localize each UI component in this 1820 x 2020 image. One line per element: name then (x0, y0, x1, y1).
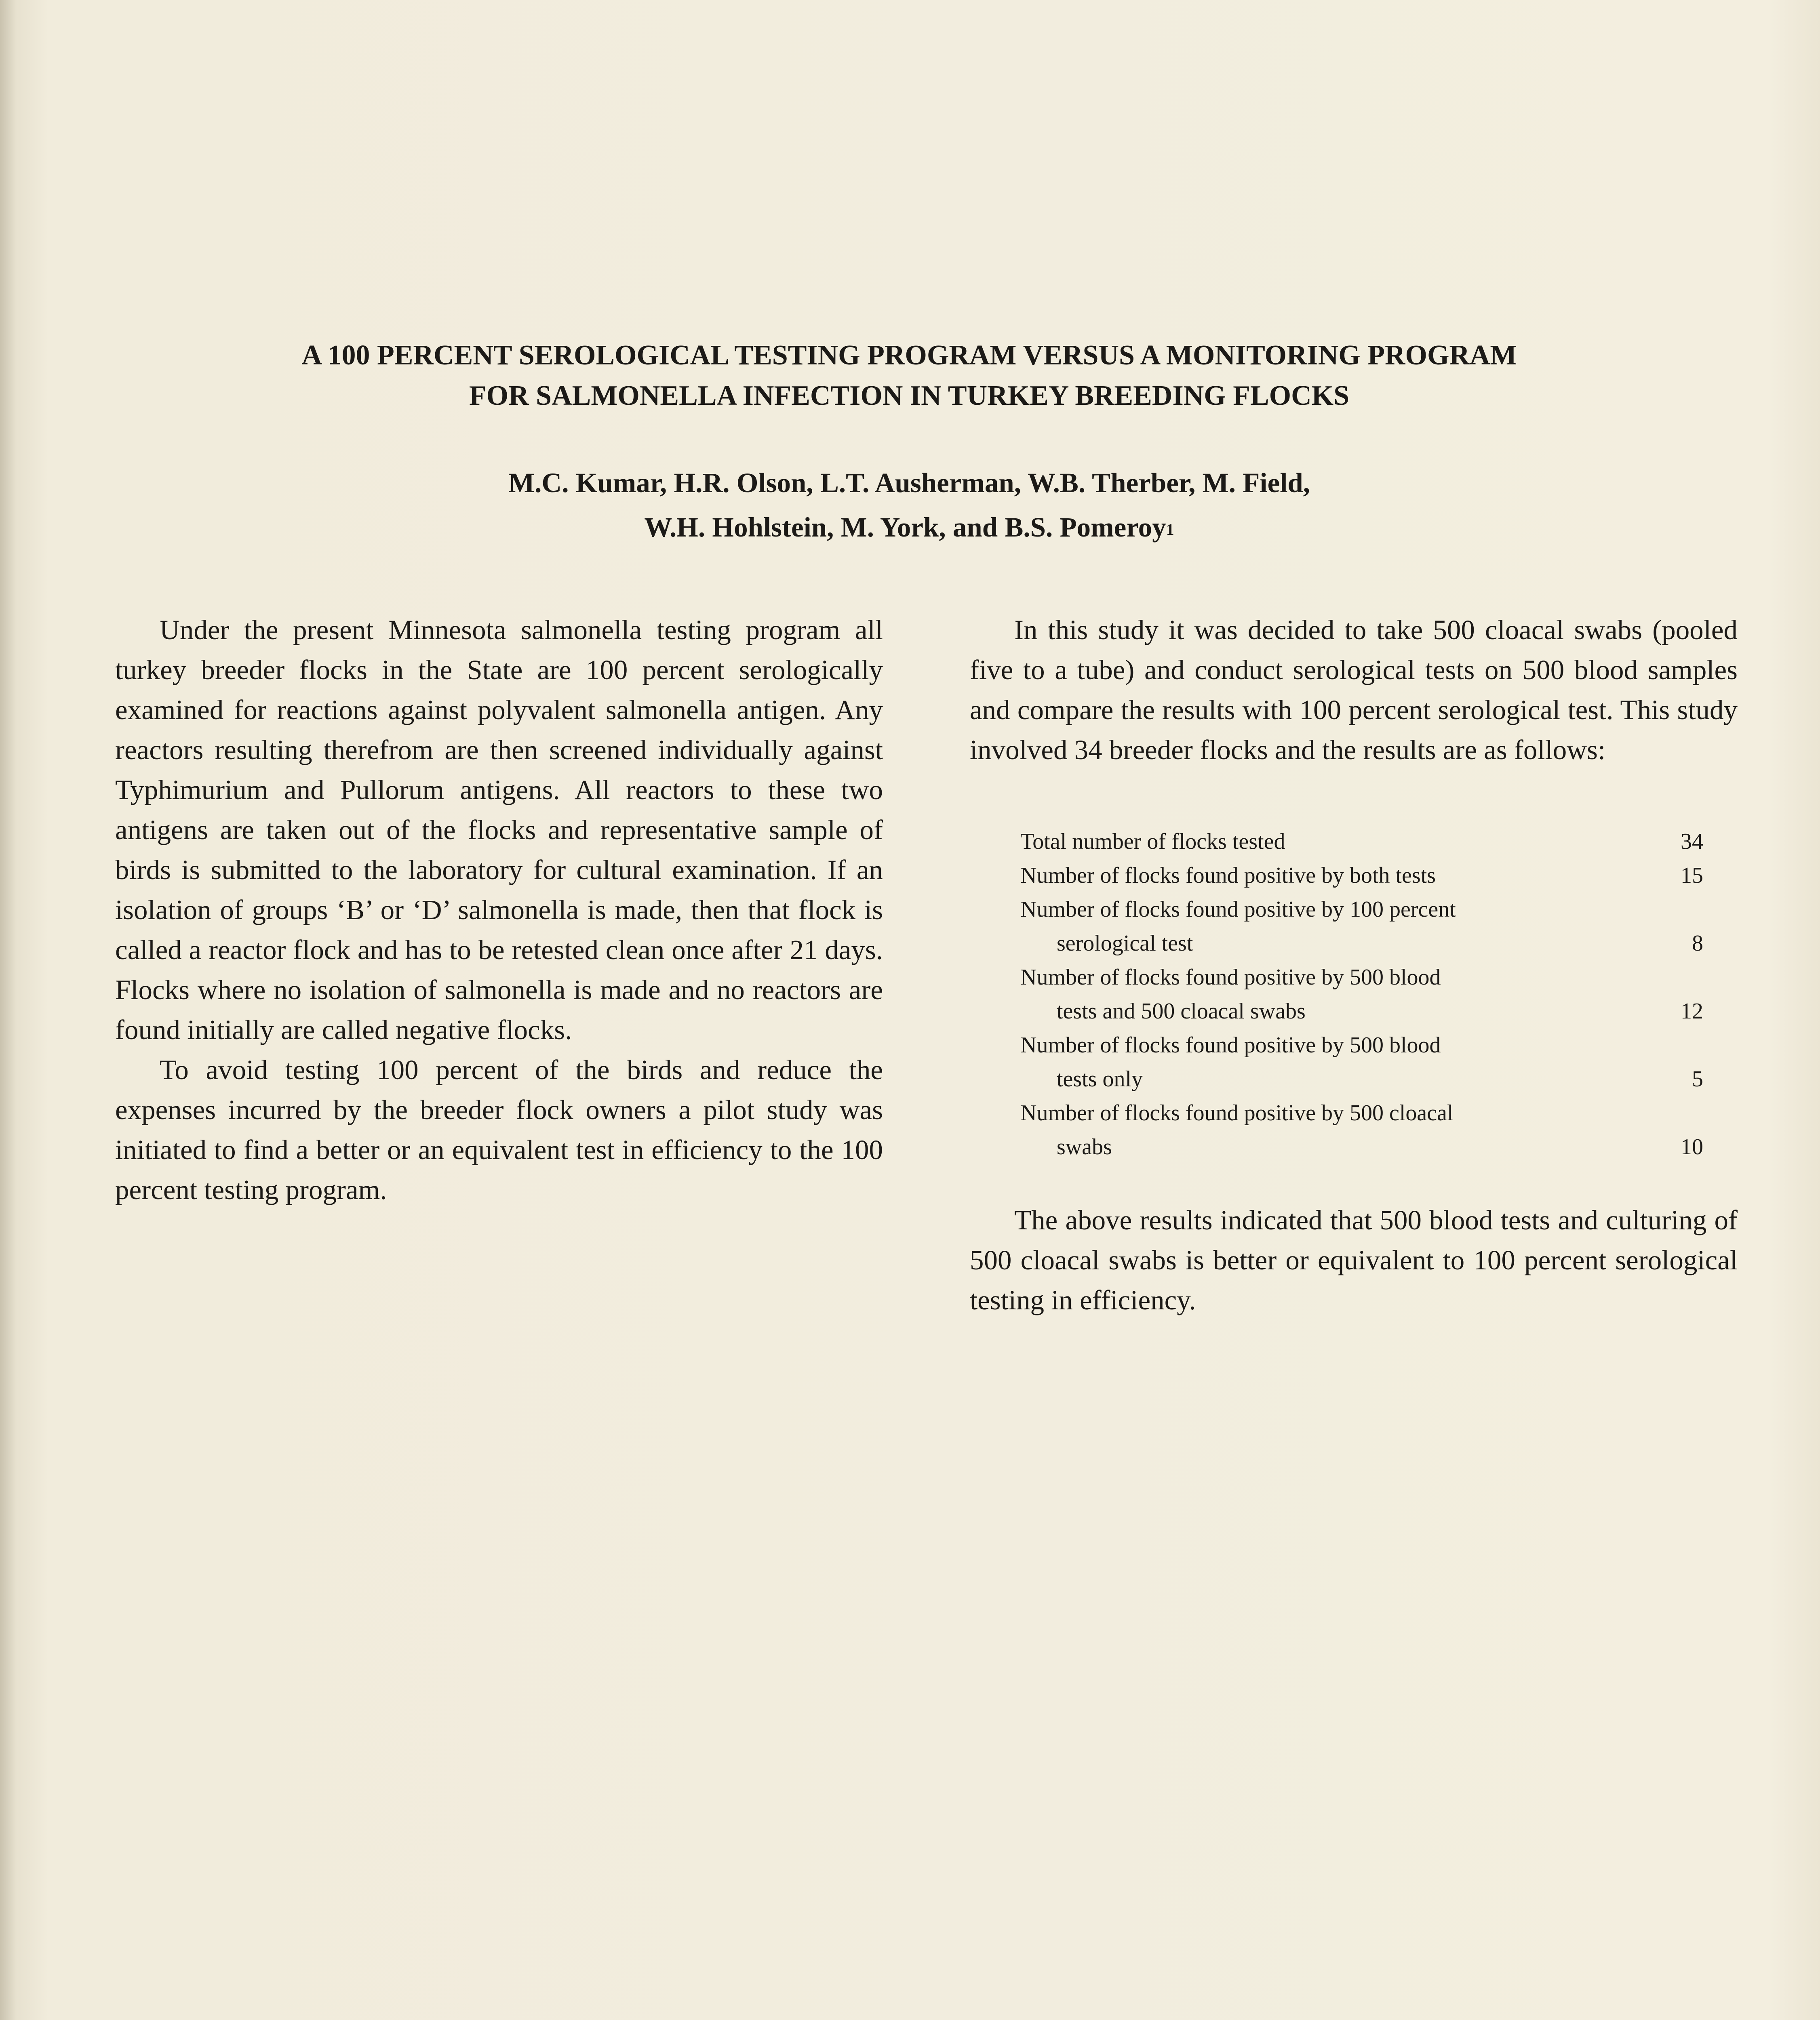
results-row (1020, 1096, 1703, 1164)
article-title (162, 335, 1657, 416)
authors-line-1: M.C. Kumar, H.R. Olson, L.T. Ausherman, W.B. Therber, M. Field, (508, 467, 1310, 498)
results-list (1020, 825, 1703, 1164)
results-value: 8 (1692, 931, 1703, 956)
results-label-line-1: Number of flocks found positive by both tests (1020, 863, 1436, 888)
results-value: 10 (1681, 1134, 1703, 1159)
results-label-line-2: swabs (1057, 1134, 1112, 1159)
results-label-line-1: Number of flocks found positive by 500 blood (1020, 965, 1441, 990)
results-label-line-1: Number of flocks found positive by 500 cloacal (1020, 1100, 1453, 1126)
right-column (970, 610, 1738, 1320)
results-label (1020, 1028, 1626, 1096)
results-row (1020, 892, 1703, 960)
results-row (1020, 1028, 1703, 1096)
results-label (1020, 825, 1626, 858)
results-value: 15 (1681, 863, 1703, 888)
results-value: 34 (1681, 829, 1703, 854)
results-value: 5 (1692, 1067, 1703, 1092)
left-column (115, 610, 883, 1210)
results-label-line-2: tests and 500 cloacal swabs (1057, 999, 1306, 1024)
results-row (1020, 858, 1703, 892)
results-row (1020, 825, 1703, 858)
results-row (1020, 960, 1703, 1028)
authors-line-2: W.H. Hohlstein, M. York, and B.S. Pomeroy (644, 512, 1166, 543)
results-label-line-1: Number of flocks found positive by 500 blood (1020, 1033, 1441, 1058)
results-label (1020, 858, 1626, 892)
results-label (1020, 960, 1626, 1028)
author-footnote-mark: 1 (1166, 520, 1174, 539)
right-conclusion-paragraph: The above results indicated that 500 blood tests and culturing of 500 cloacal swabs is better or equivalent to 100 percent serological testing in efficiency. (970, 1205, 1738, 1315)
results-label-line-2: tests only (1057, 1067, 1143, 1092)
results-label-line-1: Total number of flocks tested (1020, 829, 1285, 854)
results-label (1020, 892, 1626, 960)
right-intro-paragraph: In this study it was decided to take 500 cloacal swabs (pooled five to a tube) and conduct serological tests on 500 blood samples and compare the results with 100 percent serological test. This study involved 34 breeder flocks and the results are as follows: (970, 614, 1738, 765)
results-label (1020, 1096, 1626, 1164)
left-paragraph-2: To avoid testing 100 percent of the birds and reduce the expenses incurred by the breeder flock owners a pilot study was initiated to find a better or an equivalent test in efficiency to the 100 percent testing program. (115, 1054, 883, 1205)
title-line-2: FOR SALMONELLA INFECTION IN TURKEY BREEDING FLOCKS (469, 380, 1350, 411)
title-line-1: A 100 PERCENT SEROLOGICAL TESTING PROGRAM VERSUS A MONITORING PROGRAM (301, 340, 1517, 371)
left-paragraph-1: Under the present Minnesota salmonella testing program all turkey breeder flocks in the State are 100 percent serologically examined for reactions against polyvalent salmonella antigen. Any reactors resulting therefrom are then screened individually against Typhimurium and Pullorum antigens. All reactors to these two antigens are taken out of the flocks and representative sample of birds is submitted to the laboratory for cultural examination. If an isolation of groups ‘B’ or ‘D’ salmonella is made, then that flock is called a reactor flock and has to be retested clean once after 21 days. Flocks where no isolation of salmonella is made and no reactors are found initially are called negative flocks. (115, 614, 883, 1045)
results-label-line-1: Number of flocks found positive by 100 percent (1020, 897, 1456, 922)
results-label-line-2: serological test (1057, 931, 1193, 956)
results-value: 12 (1681, 999, 1703, 1024)
author-list (323, 461, 1495, 549)
